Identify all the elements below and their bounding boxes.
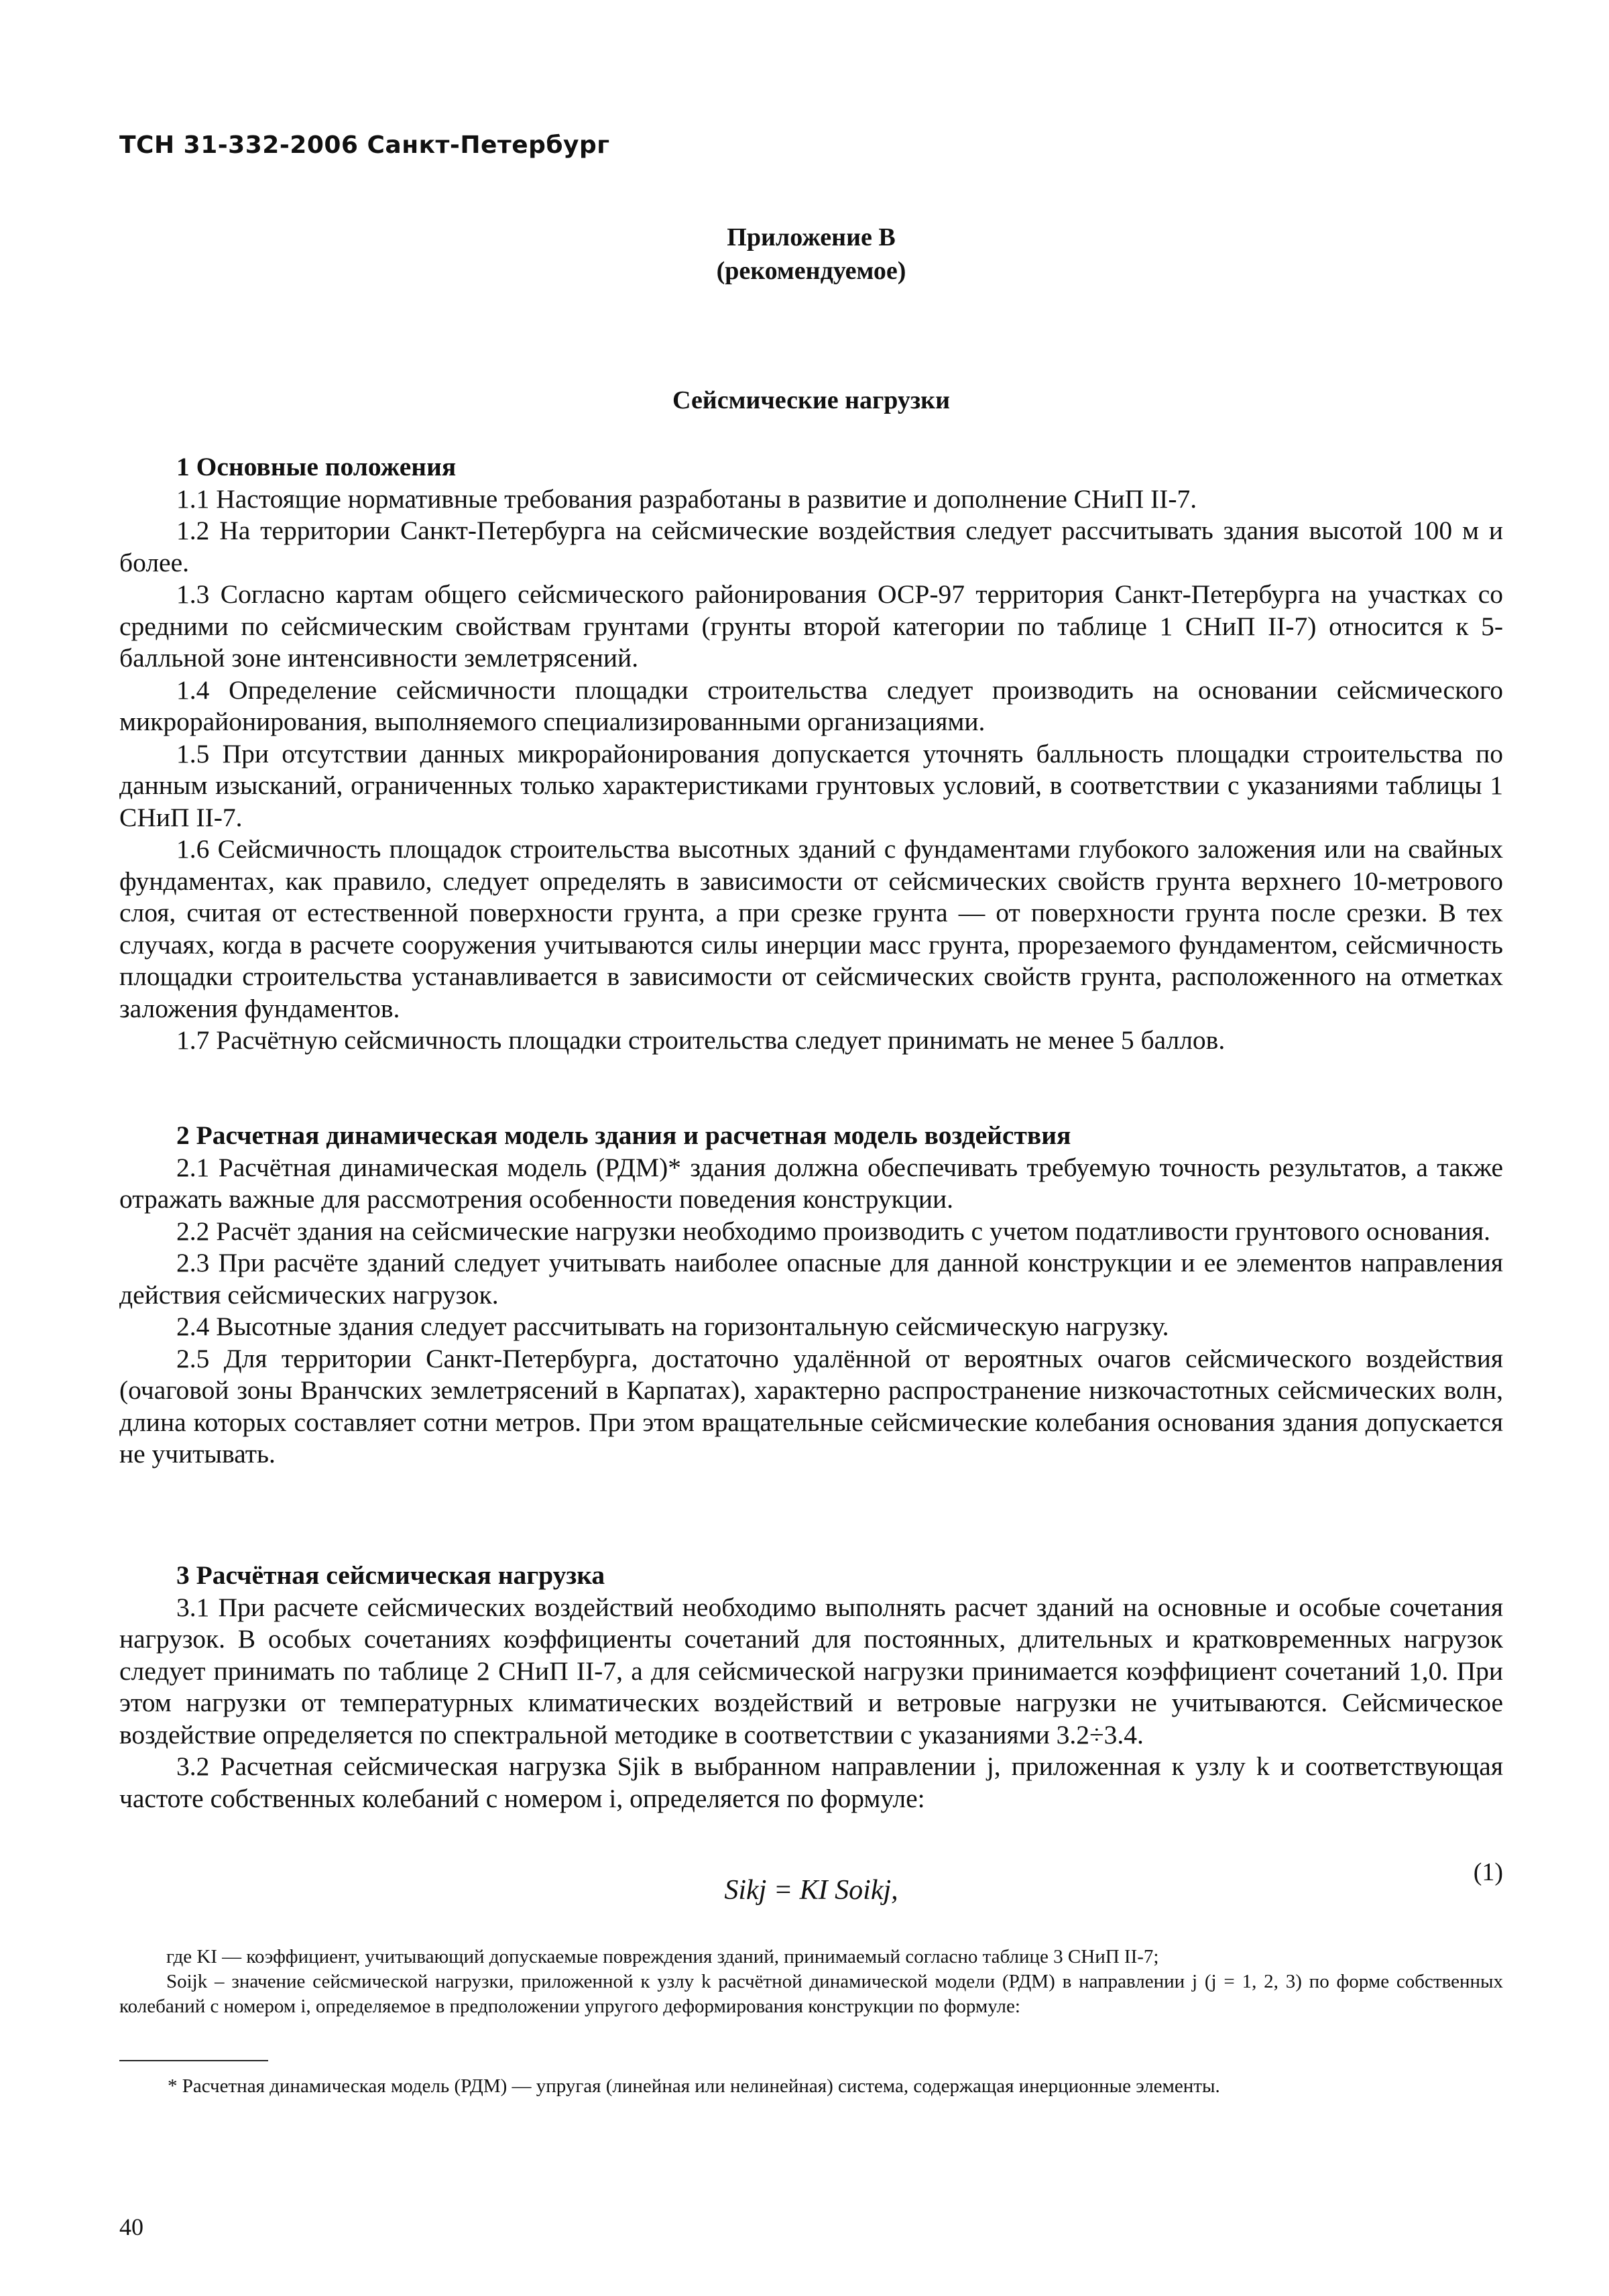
appendix-subtitle: (рекомендуемое) bbox=[716, 257, 906, 285]
paragraph: 2.1 Расчётная динамическая модель (РДМ)* здания должна обеспечивать требуемую точность результатов, а также отражать важные для рассмотрения особенности поведения конструкции. bbox=[119, 1152, 1503, 1214]
paragraph: 2.2 Расчёт здания на сейсмические нагрузки необходимо производить с учетом податливости грунтового основания. bbox=[176, 1216, 1491, 1246]
section-title: Сейсмические нагрузки bbox=[672, 386, 950, 414]
section-heading: 1 Основные положения bbox=[176, 452, 457, 481]
paragraph: 1.4 Определение сейсмичности площадки строительства следует производить на основании сейсмического микрорайонирования, выполняемого специализированными организациями. bbox=[119, 675, 1503, 736]
where-block bbox=[119, 1945, 1503, 2019]
paragraph: 2.4 Высотные здания следует рассчитывать на горизонтальную сейсмическую нагрузку. bbox=[176, 1312, 1169, 1341]
paragraph: 1.3 Согласно картам общего сейсмического районирования ОСР-97 территория Санкт-Петербурга на участках со средними по сейсмическим свойствам грунтами (грунты второй категории по таблице 1 СНиП II-7) относится к 5-балльной зоне интенсивности землетрясений. bbox=[119, 579, 1503, 673]
appendix-title: Приложение В bbox=[727, 223, 896, 251]
formula-1: Sikj = KI Soikj, bbox=[724, 1875, 898, 1906]
paragraph: 1.5 При отсутствии данных микрорайонирования допускается уточнять балльность площадки строительства по данным изысканий, ограниченных только характеристиками грунтовых условий, в соответствии с указаниями таблицы 1 СНиП II-7. bbox=[119, 738, 1503, 832]
where-item: где KI — коэффициент, учитывающий допускаемые повреждения зданий, принимаемый согласно таблице 3 СНиП II-7; bbox=[166, 1946, 1159, 1967]
paragraph: 1.7 Расчётную сейсмичность площадки строительства следует принимать не менее 5 баллов. bbox=[176, 1025, 1226, 1055]
section-3 bbox=[119, 1560, 1503, 1815]
section-2 bbox=[119, 1120, 1503, 1471]
section-heading: 2 Расчетная динамическая модель здания и расчетная модель воздействия bbox=[176, 1121, 1071, 1150]
paragraph: 1.2 На территории Санкт-Петербурга на сейсмические воздействия следует рассчитывать здания высотой 100 м и более. bbox=[119, 516, 1503, 577]
paragraph: 2.3 При расчёте зданий следует учитывать наиболее опасные для данной конструкции и ее элементов направления действия сейсмических нагрузок. bbox=[119, 1248, 1503, 1310]
paragraph: 3.2 Расчетная сейсмическая нагрузка Sjik в выбранном направлении j, приложенная к узлу k и соответствующая частоте собственных колебаний с номером i, определяется по формуле: bbox=[119, 1752, 1503, 1813]
running-header: ТСН 31-332-2006 Санкт-Петербург bbox=[119, 131, 610, 159]
footnote: * Расчетная динамическая модель (РДМ) — упругая (линейная или нелинейная) система, содержащая инерционные элементы. bbox=[168, 2075, 1220, 2097]
paragraph: 1.1 Настоящие нормативные требования разработаны в развитие и дополнение СНиП II-7. bbox=[176, 483, 1197, 514]
paragraph: 3.1 При расчете сейсмических воздействий необходимо выполнять расчет зданий на основные и особые сочетания нагрузок. В особых сочетаниях коэффициенты сочетаний для постоянных, длительных и кратковременных нагрузок следует принимать по таблице 2 СНиП II-7, а для сейсмической нагрузки принимается коэффициент сочетаний 1,0. При этом нагрузки от температурных климатических воздействий и ветровые нагрузки не учитываются. Сейсмическое воздействие определяется по спектральной методике в соответствии с указаниями 3.2÷3.4. bbox=[119, 1592, 1503, 1749]
section-1 bbox=[119, 451, 1503, 1057]
section-heading: 3 Расчётная сейсмическая нагрузка bbox=[176, 1560, 605, 1590]
paragraph: 2.5 Для территории Санкт-Петербурга, достаточно удалённой от вероятных очагов сейсмического воздействия (очаговой зоны Вранчских землетрясений в Карпатах), характерно распространение низкочастотных сейсмических волн, длина которых составляет сотни метров. При этом вращательные сейсмические колебания основания здания допускается не учитывать. bbox=[119, 1343, 1503, 1469]
where-item: Soijk – значение сейсмической нагрузки, приложенной к узлу k расчётной динамической модели (РДМ) в направлении j (j = 1, 2, 3) по форме собственных колебаний с номером i, определяемое в предположении упругого деформирования конструкции по формуле: bbox=[119, 1971, 1503, 2017]
footnote-rule bbox=[119, 2060, 268, 2061]
formula-number: (1) bbox=[1473, 1858, 1503, 1886]
page-number: 40 bbox=[119, 2214, 143, 2240]
paragraph: 1.6 Сейсмичность площадок строительства высотных зданий с фундаментами глубокого заложения или на свайных фундаментах, как правило, следует определять в зависимости от сейсмических свойств грунта верхнего 10-метрового слоя, считая от естественной поверхности грунта, а при срезке грунта — от поверхности грунта после срезки. В тех случаях, когда в расчете сооружения учитываются силы инерции масс грунта, прорезаемого фундаментом, сейсмичность площадки строительства устанавливается в зависимости от сейсмических свойств грунта, расположенного на отметках заложения фундаментов. bbox=[119, 834, 1503, 1023]
